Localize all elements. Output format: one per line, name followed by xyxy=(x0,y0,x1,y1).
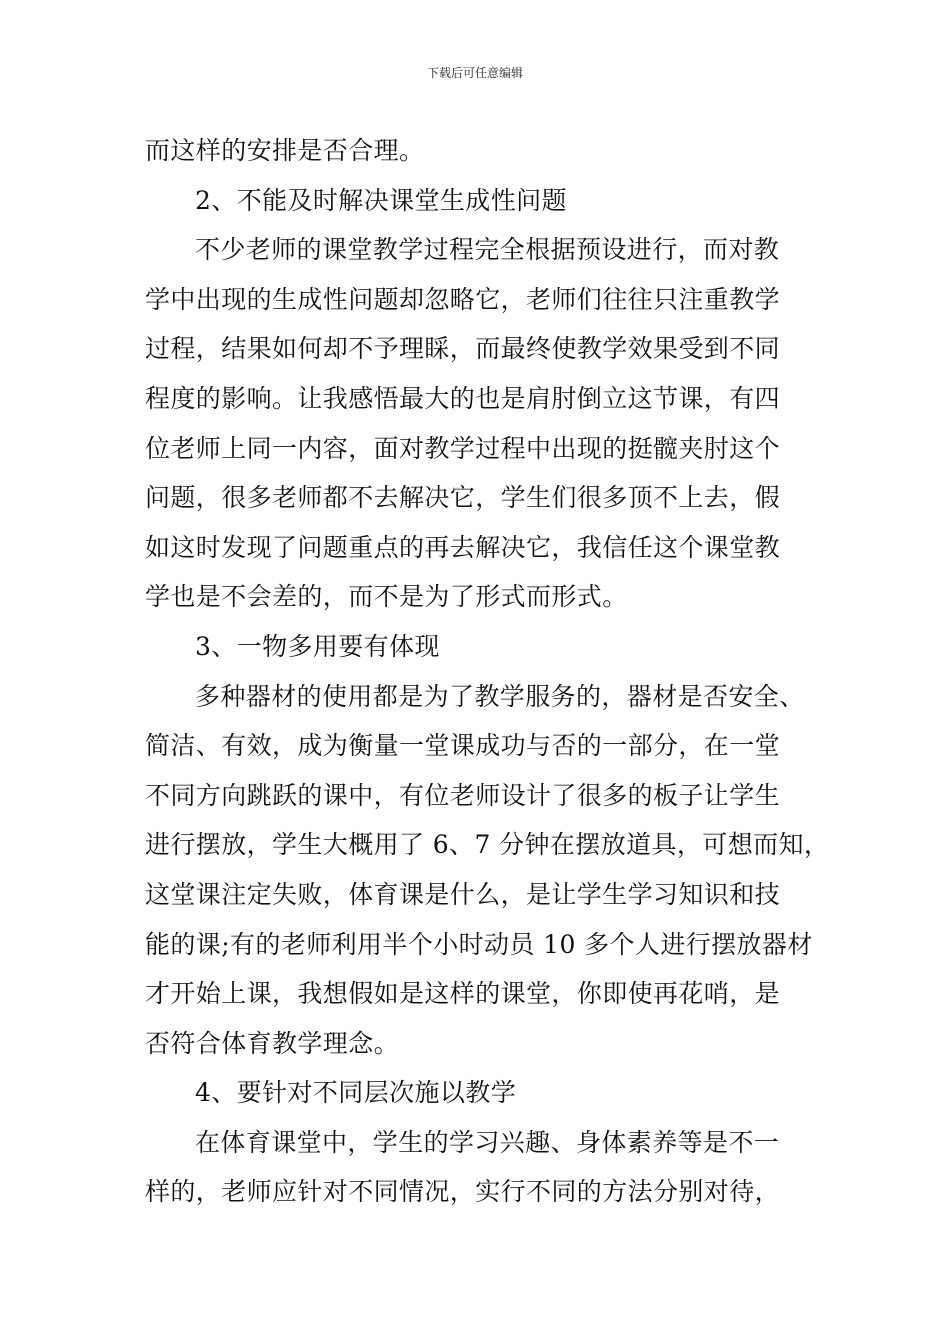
section-heading-4: 4、要针对不同层次施以教学 xyxy=(195,1078,517,1108)
text-line: 而这样的安排是否合理。 xyxy=(145,136,425,165)
paragraph-line: 位老师上同一内容，面对教学过程中出现的挺髋夹肘这个 xyxy=(145,433,781,463)
section-heading-3: 3、一物多用要有体现 xyxy=(195,631,440,661)
paragraph-line: 能的课;有的老师利用半个小时动员 10 多个人进行摆放器材 xyxy=(145,929,813,959)
paragraph-line: 学中出现的生成性问题却忽略它，老师们往往只注重教学 xyxy=(145,284,781,314)
paragraph-line: 学也是不会差的，而不是为了形式而形式。 xyxy=(145,582,628,612)
paragraph-line: 简洁、有效，成为衡量一堂课成功与否的一部分，在一堂 xyxy=(145,731,781,761)
paragraph-line: 过程，结果如何却不予理睬，而最终使教学效果受到不同 xyxy=(145,334,781,364)
paragraph-line: 问题，很多老师都不去解决它，学生们很多顶不上去，假 xyxy=(145,483,781,513)
paragraph-line: 多种器材的使用都是为了教学服务的，器材是否安全、 xyxy=(195,681,805,711)
paragraph-line: 这堂课注定失败，体育课是什么，是让学生学习知识和技 xyxy=(145,879,781,909)
paragraph-line: 不少老师的课堂教学过程完全根据预设进行，而对教 xyxy=(195,235,780,265)
section-heading-2: 2、不能及时解决课堂生成性问题 xyxy=(195,185,567,215)
paragraph-line: 样的，老师应针对不同情况，实行不同的方法分别对待， xyxy=(145,1177,781,1207)
paragraph-line: 否符合体育教学理念。 xyxy=(145,1028,400,1058)
paragraph-line: 才开始上课，我想假如是这样的课堂，你即使再花哨，是 xyxy=(145,979,781,1009)
paragraph-line: 在体育课堂中，学生的学习兴趣、身体素养等是不一 xyxy=(195,1127,780,1157)
paragraph-line: 程度的影响。让我感悟最大的也是肩肘倒立这节课，有四 xyxy=(145,383,781,413)
paragraph-line: 不同方向跳跃的课中，有位老师设计了很多的板子让学生 xyxy=(145,780,781,810)
paragraph-line: 进行摆放，学生大概用了 6、7 分钟在摆放道具，可想而知， xyxy=(145,830,830,860)
paragraph-line: 如这时发现了问题重点的再去解决它，我信任这个课堂教 xyxy=(145,532,781,562)
document-body xyxy=(145,126,830,1217)
page-header: 下载后可任意编辑 xyxy=(426,66,523,80)
